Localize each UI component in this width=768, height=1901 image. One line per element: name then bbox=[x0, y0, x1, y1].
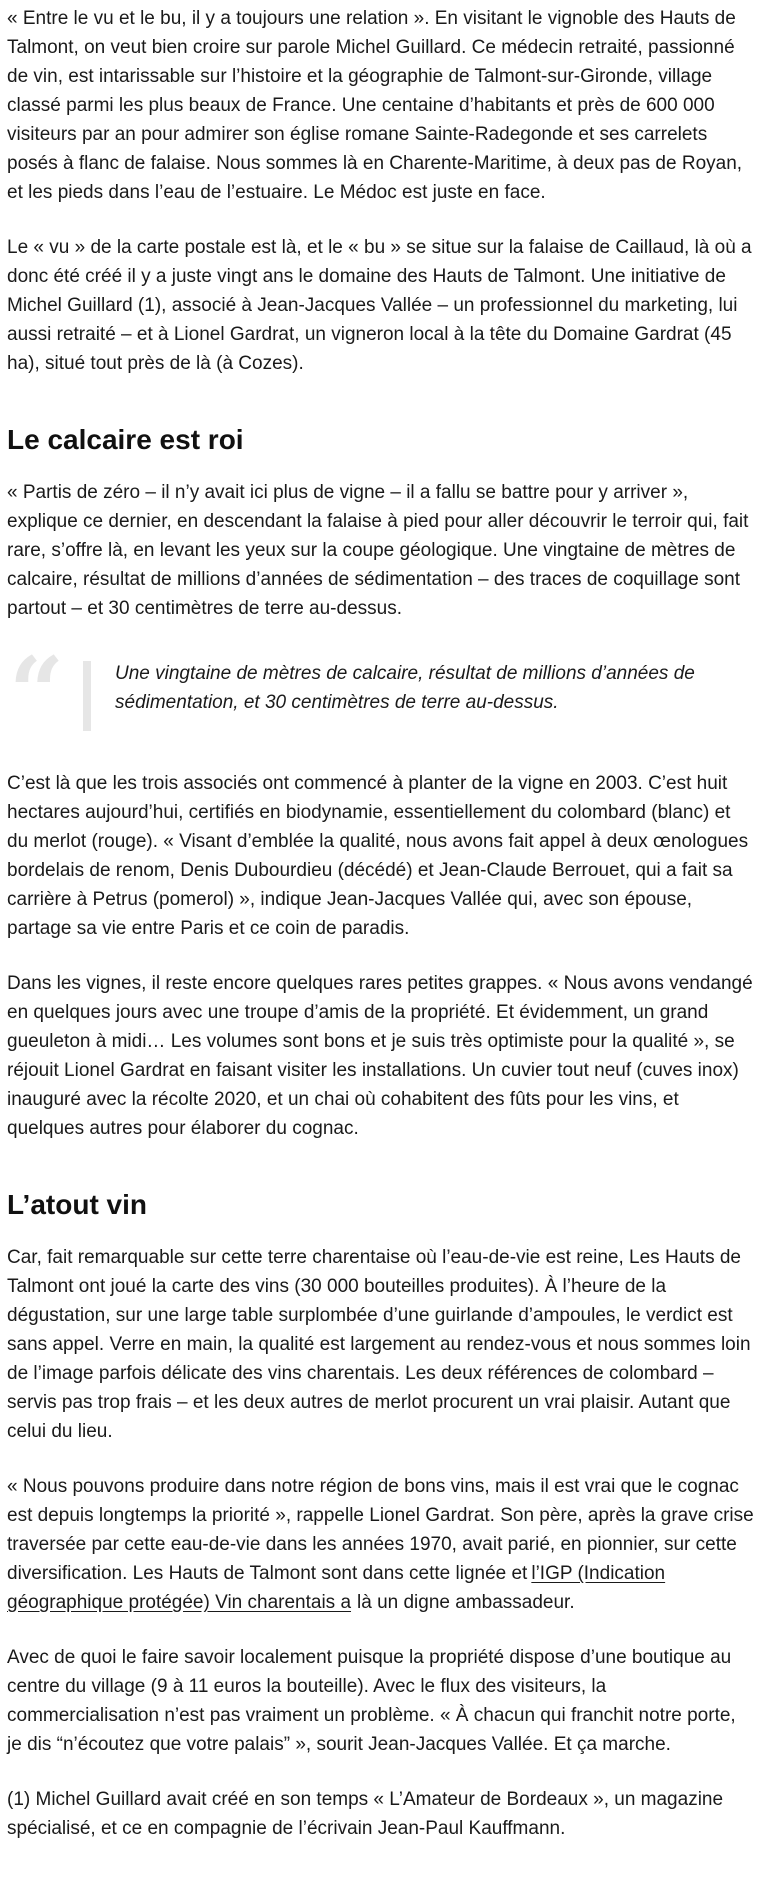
paragraph-terroir: « Partis de zéro – il n’y avait ici plus de vigne – il a fallu se battre pour y arriver », explique ce dernier, en descendant la falaise à pied pour aller découvrir le terroir qui, fait rare, s’offre là, en levant les yeux sur la coupe géologique. Une vingtaine de mètres de calcaire, résultat de millions d’années de sédimentation – des traces de coquillage sont partout – et 30 centimètres de terre au-dessus. bbox=[7, 482, 749, 619]
paragraph-vu-bu: Le « vu » de la carte postale est là, et le « bu » se situe sur la falaise de Caillaud, là où a donc été créé il y a juste vingt ans le domaine des Hauts de Talmont. Une initiative de Michel Guillard (1), associé à Jean-Jacques Vallée – un professionnel du marketing, lui aussi retraité – et à Lionel Gardrat, un vigneron local à la tête du Domaine Gardrat (45 ha), situé tout près de là (à Cozes). bbox=[7, 237, 752, 374]
paragraph-degustation: Car, fait remarquable sur cette terre charentaise où l’eau-de-vie est reine, Les Hauts de Talmont ont joué la carte des vins (30 000 bouteilles produites). À l’heure de la dégustation, sur une large table surplombée d’une guirlande d’ampoules, le verdict est sans appel. Verre en main, la qualité est largement au rendez-vous et nous sommes loin de l’image parfois délicate des vins charentais. Les deux références de colombard – servis pas trop frais – et les deux autres de merlot procurent un vrai plaisir. Autant que celui du lieu. bbox=[7, 1247, 751, 1442]
quote-mark-icon: “ bbox=[9, 636, 65, 749]
pull-quote-text: Une vingtaine de mètres de calcaire, résultat de millions d’années de sédimentation, et 30 centimètres de terre au-dessus. bbox=[115, 663, 695, 713]
paragraph-igp-text-before: « Nous pouvons produire dans notre région de bons vins, mais il est vrai que le cognac est depuis longtemps la priorité », rappelle Lionel Gardrat. Son père, après la grave crise traversée par cette eau-de-vie dans les années 1970, avait parié, en pionnier, sur cette diversification. Les Hauts de Talmont sont dans cette lignée et bbox=[7, 1476, 754, 1584]
paragraph-igp bbox=[7, 1472, 754, 1617]
igp-link[interactable]: l’IGP (Indication géographique protégée) Vin charentais a bbox=[7, 1563, 666, 1613]
footnote: (1) Michel Guillard avait créé en son temps « L’Amateur de Bordeaux », un magazine spécialisé, et ce en compagnie de l’écrivain Jean-Paul Kauffmann. bbox=[7, 1789, 724, 1839]
pull-quote bbox=[7, 636, 754, 749]
article-body bbox=[0, 4, 768, 1843]
paragraph-plantation: C’est là que les trois associés ont commencé à planter de la vigne en 2003. C’est huit hectares aujourd’hui, certifiés en biodynamie, essentiellement du colombard (blanc) et du merlot (rouge). « Visant d’emblée la qualité, nous avons fait appel à deux œnologues bordelais de renom, Denis Dubourdieu (décédé) et Jean-Claude Berrouet, qui a fait sa carrière à Petrus (pomerol) », indique Jean-Jacques Vallée qui, avec son épouse, partage sa vie entre Paris et ce coin de paradis. bbox=[7, 773, 749, 939]
section-heading-atout-vin: L’atout vin bbox=[7, 1189, 147, 1220]
quote-divider bbox=[83, 661, 91, 731]
paragraph-boutique: Avec de quoi le faire savoir localement puisque la propriété dispose d’une boutique au centre du village (9 à 11 euros la bouteille). Avec le flux des visiteurs, la commercialisation n’est pas vraiment un problème. « À chacun qui franchit notre porte, je dis “n’écoutez que votre palais” », sourit Jean-Jacques Vallée. Et ça marche. bbox=[7, 1647, 736, 1755]
paragraph-vendanges: Dans les vignes, il reste encore quelques rares petites grappes. « Nous avons vendangé en quelques jours avec une troupe d’amis de la propriété. Et évidemment, un grand gueuleton à midi… Les volumes sont bons et je suis très optimiste pour la qualité », se réjouit Lionel Gardrat en faisant visiter les installations. Un cuvier tout neuf (cuves inox) inauguré avec la récolte 2020, et un chai où cohabitent des fûts pour les vins, et quelques autres pour élaborer du cognac. bbox=[7, 973, 753, 1139]
paragraph-igp-text-after: là un digne ambassadeur. bbox=[357, 1592, 575, 1613]
paragraph-intro: « Entre le vu et le bu, il y a toujours une relation ». En visitant le vignoble des Hauts de Talmont, on veut bien croire sur parole Michel Guillard. Ce médecin retraité, passionné de vin, est intarissable sur l’histoire et la géographie de Talmont-sur-Gironde, village classé parmi les plus beaux de France. Une centaine d’habitants et près de 600 000 visiteurs par an pour admirer son église romane Sainte-Radegonde et ses carrelets posés à flanc de falaise. Nous sommes là en Charente-Maritime, à deux pas de Royan, et les pieds dans l’eau de l’estuaire. Le Médoc est juste en face. bbox=[7, 8, 743, 203]
section-heading-calcaire: Le calcaire est roi bbox=[7, 424, 244, 455]
